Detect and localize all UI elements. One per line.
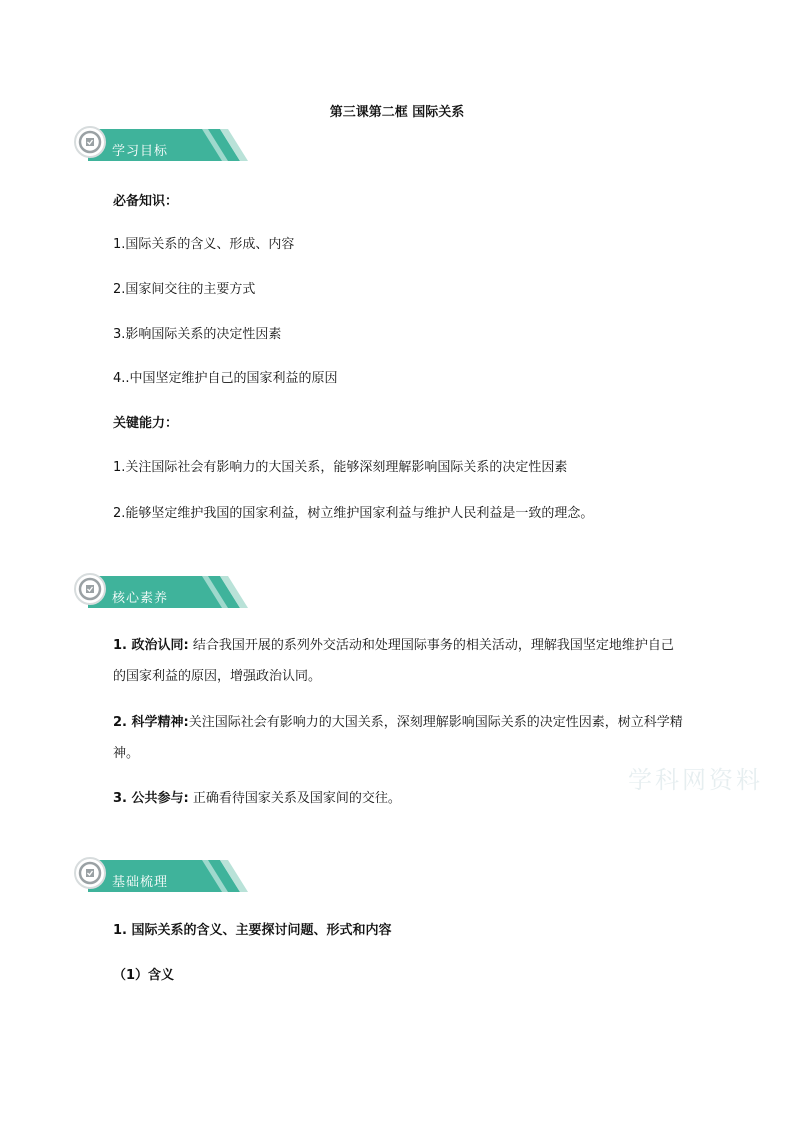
watermark: 学科网资料 (628, 766, 763, 794)
section-banner-basics (70, 856, 250, 896)
list-item: 2.国家间交往的主要方式 (113, 282, 256, 297)
key-abilities-heading: 关键能力： (113, 416, 179, 431)
item-lead: 1. 政治认同: (113, 638, 189, 653)
item-lead: 3. 公共参与: (113, 791, 189, 806)
list-item: 4..中国坚定维护自己的国家利益的原因 (113, 371, 338, 386)
essential-knowledge-heading: 必备知识： (113, 194, 179, 209)
item-text: 正确看待国家关系及国家间的交往。 (188, 791, 401, 806)
list-item: 1.关注国际社会有影响力的大国关系，能够深刻理解影响国际关系的决定性因素 (113, 460, 568, 475)
list-item: 1.国际关系的含义、形成、内容 (113, 237, 295, 252)
core-literacy-item (113, 783, 683, 814)
banner-label: 学习目标 (112, 144, 169, 159)
item-lead: 2. 科学精神: (113, 715, 189, 730)
core-literacy-item (113, 707, 683, 769)
banner-label: 基础梳理 (112, 875, 169, 890)
document-title: 第三课第二框 国际关系 (329, 105, 465, 120)
item-text: 关注国际社会有影响力的大国关系，深刻理解影响国际关系的决定性因素，树立科学精神。 (113, 715, 683, 761)
list-item: 3.影响国际关系的决定性因素 (113, 327, 282, 342)
basics-heading: 1. 国际关系的含义、主要探讨问题、形式和内容 (113, 923, 392, 938)
basics-subheading: （1）含义 (113, 968, 175, 983)
list-item: 2.能够坚定维护我国的国家利益，树立维护国家利益与维护人民利益是一致的理念。 (113, 506, 594, 521)
banner-label: 核心素养 (112, 591, 169, 606)
section-banner-study-goals (70, 125, 250, 165)
item-text: 结合我国开展的系列外交活动和处理国际事务的相关活动，理解我国坚定地维护自己的国家利益的原因，增强政治认同。 (113, 638, 674, 684)
section-banner-core-literacy (70, 572, 250, 612)
core-literacy-item (113, 630, 683, 692)
